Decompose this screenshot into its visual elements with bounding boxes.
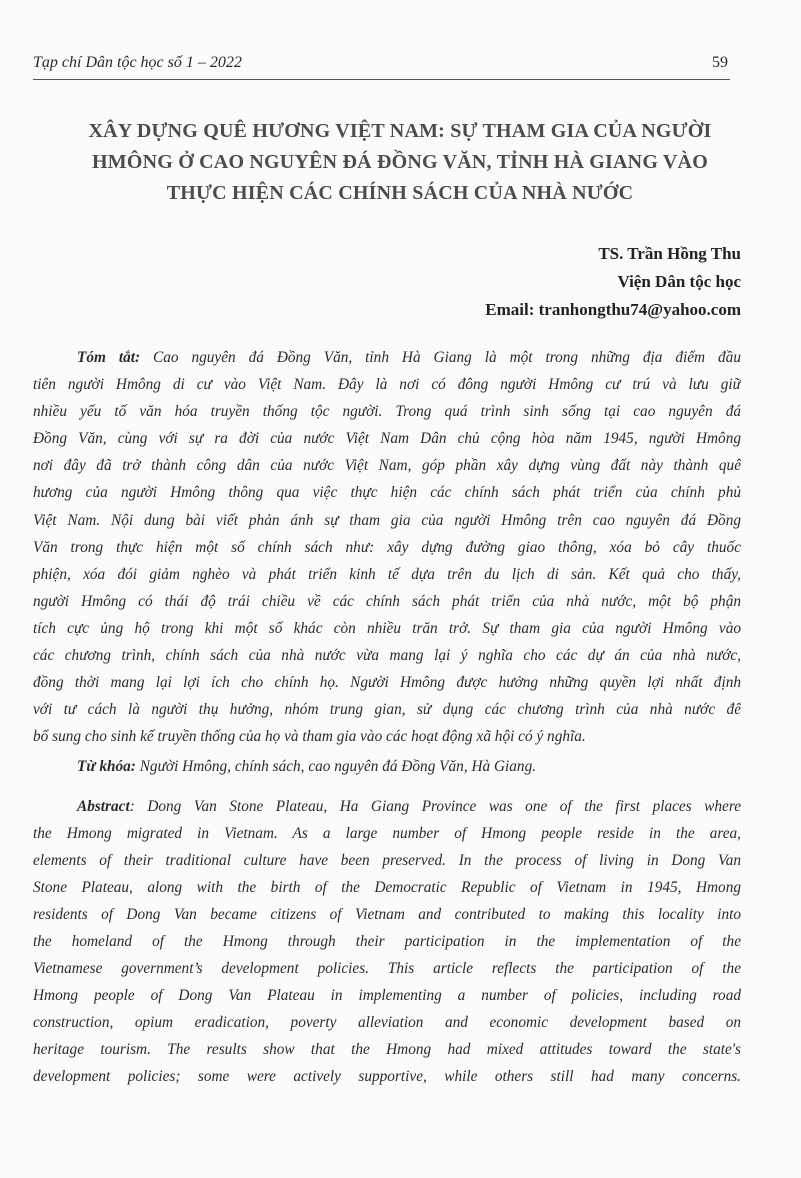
abstract-en-label: Abstract bbox=[77, 797, 130, 815]
text-line: Tóm tắt: Cao nguyên đá Đồng Văn, tỉnh Hà Giang là một trong những địa điểm đầu bbox=[77, 349, 741, 366]
text-line: nhiều yếu tố văn hóa truyền thống tộc người. Trong quá trình sinh sống tại cao nguyên đá bbox=[33, 403, 741, 421]
keywords-label: Từ khóa: bbox=[77, 758, 136, 776]
text-line bbox=[33, 753, 741, 780]
text-line: elements of their traditional culture have been preserved. In the process of living in Dong Van bbox=[33, 851, 741, 869]
text-line: phiện, xóa đói giảm nghèo và phát triển kinh tế dựa trên du lịch di sản. Kết quả cho thấy, bbox=[33, 565, 741, 583]
text-line: residents of Dong Van became citizens of Vietnam and contributed to making this locality into bbox=[33, 905, 741, 923]
text-line: tiên người Hmông di cư vào Việt Nam. Đây là nơi có đông người Hmông cư trú và lưu giữ bbox=[33, 376, 741, 394]
title-line: XÂY DỰNG QUÊ HƯƠNG VIỆT NAM: SỰ THAM GIA CỦA NGƯỜI bbox=[88, 120, 712, 142]
text-line: Stone Plateau, along with the birth of the Democratic Republic of Vietnam in 1945, Hmong bbox=[33, 878, 741, 896]
text-line: bổ sung cho sinh kế truyền thống của họ và tham gia vào các hoạt động xã hội có ý nghĩa. bbox=[33, 728, 586, 746]
header-rule bbox=[33, 79, 730, 80]
title-line: THỰC HIỆN CÁC CHÍNH SÁCH CỦA NHÀ NƯỚC bbox=[166, 182, 634, 204]
article-body bbox=[33, 344, 741, 1091]
journal-name: Tạp chí Dân tộc học số 1 – 2022 bbox=[33, 54, 242, 71]
text-line: Abstract: Dong Van Stone Plateau, Ha Giang Province was one of the first places where bbox=[77, 797, 741, 815]
abstract-en bbox=[33, 793, 741, 1091]
abstract-vi bbox=[33, 344, 741, 750]
text-line: đồng thời mang lại lợi ích cho chính họ. Người Hmông được hưởng những quyền lợi nhất định bbox=[33, 674, 741, 692]
author-email: Email: tranhongthu74@yahoo.com bbox=[485, 300, 741, 319]
text-line: Vietnamese government’s development policies. This article reflects the participation of the bbox=[33, 960, 741, 978]
abstract-vi-label: Tóm tắt: bbox=[77, 349, 141, 366]
author-block bbox=[485, 240, 741, 324]
text-line: Văn trong thực hiện một số chính sách như: xây dựng đường giao thông, xóa bỏ cây thuốc bbox=[33, 538, 741, 556]
keywords-text: Người Hmông, chính sách, cao nguyên đá Đồng Văn, Hà Giang. bbox=[135, 758, 537, 776]
article-title bbox=[30, 116, 770, 209]
text-line: người Hmông có thái độ trái chiều về các chính sách phát triển của nhà nước, một bộ phận bbox=[33, 592, 741, 610]
text-line: Hmong people of Dong Van Plateau in implementing a number of policies, including road bbox=[33, 987, 741, 1005]
text-line: Việt Nam. Nội dung bài viết phản ánh sự tham gia của người Hmông trên cao nguyên đá Đồng bbox=[33, 511, 741, 529]
author-affiliation: Viện Dân tộc học bbox=[617, 272, 741, 291]
text-line: hương của người Hmông thông qua việc thực hiện các chính sách phát triển của chính phủ bbox=[33, 484, 741, 502]
running-header bbox=[33, 54, 728, 78]
text-line: heritage tourism. The results show that the Hmong had mixed attitudes toward the state's bbox=[33, 1041, 741, 1059]
page-number: 59 bbox=[712, 54, 728, 71]
text-line: nơi đây đã trở thành công dân của nước Việt Nam, góp phần xây dựng vùng đất này thành quê bbox=[33, 457, 741, 475]
text-line: với tư cách là người thụ hưởng, nhóm trung gian, sử dụng các chương trình của nhà nước để bbox=[33, 701, 741, 719]
text-line: the homeland of the Hmong through their participation in the implementation of the bbox=[33, 932, 741, 950]
text-line: Đồng Văn, cùng với sự ra đời của nước Việt Nam Dân chủ cộng hòa năm 1945, người Hmông bbox=[33, 430, 741, 448]
text-line: construction, opium eradication, poverty alleviation and economic development based on bbox=[33, 1014, 741, 1032]
author-name: TS. Trần Hồng Thu bbox=[598, 244, 741, 263]
title-line: HMÔNG Ở CAO NGUYÊN ĐÁ ĐỒNG VĂN, TỈNH HÀ GIANG VÀO bbox=[92, 151, 708, 173]
text-line: development policies; some were actively supportive, while others still had many concerns. bbox=[33, 1068, 741, 1086]
text-line: tích cực ủng hộ trong khi một số khác còn nhiều trăn trở. Sự tham gia của người Hmông vào bbox=[33, 619, 741, 637]
text-line: các chương trình, chính sách của nhà nước vừa mang lại ý nghĩa cho các dự án của nhà nước, bbox=[33, 647, 741, 665]
keywords-vi bbox=[33, 753, 741, 780]
text-line: the Hmong migrated in Vietnam. As a large number of Hmong people reside in the area, bbox=[33, 824, 741, 842]
